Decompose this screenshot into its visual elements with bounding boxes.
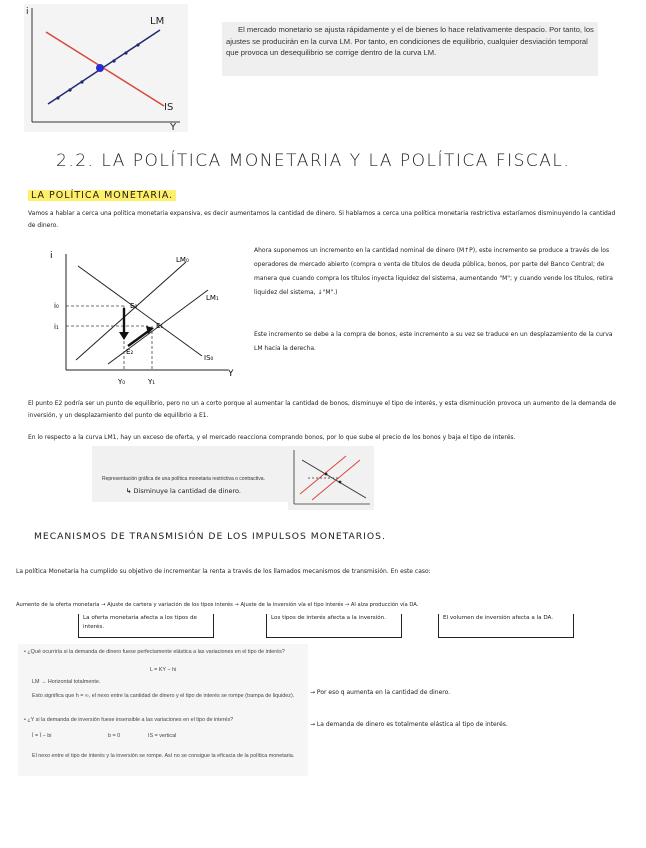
restrictive-arrow-note: ↳ Disminuye la cantidad de dinero. bbox=[126, 487, 241, 495]
answer-1b: Esto significa que h = ∞, el nexo entre la cantidad de dinero y el tipo de interés se rompe (trampa de liquidez). bbox=[32, 693, 295, 699]
chain-note-2-text: Los tipos de interés afecta a la inversión. bbox=[271, 615, 387, 621]
is0-curve bbox=[78, 266, 202, 356]
question-1-text: ¿Qué ocurriría si la demanda de dinero fuese perfectamente elástica a las variaciones en el tipo de interés? bbox=[27, 649, 285, 655]
top-graph-image bbox=[24, 4, 188, 132]
restrictive-caption: Representación gráfica de una política monetaria restrictiva o contractiva. bbox=[102, 476, 265, 482]
graph2-y-label: Y bbox=[228, 369, 234, 379]
chain-note-2 bbox=[266, 614, 402, 638]
e0-label: E₀ bbox=[130, 302, 138, 310]
graph2-i-label: i bbox=[50, 251, 53, 261]
intro-text: Vamos a hablar a cerca una política monetaria expansiva, es decir aumentamos la cantidad de dinero. Si hablamos a cerca una política monetaria restrictiva estaríamos disminuyendo la cantidad de dinero. bbox=[28, 210, 616, 229]
section-title: 2.2. LA POLÍTICA MONETARIA Y LA POLÍTICA FISCAL. bbox=[56, 151, 571, 171]
equation-2b: b = 0 bbox=[108, 733, 121, 739]
lm-label: LM bbox=[150, 16, 165, 27]
lm0-label: LM₀ bbox=[176, 256, 189, 264]
lm1-label: LM₁ bbox=[206, 294, 219, 302]
arrow-e0-e2-head bbox=[119, 332, 129, 340]
i-axis-label: i bbox=[26, 7, 29, 17]
lm-shift-svg bbox=[28, 248, 238, 388]
y-axis-label: Y bbox=[170, 122, 177, 132]
bullet-2: • bbox=[24, 717, 28, 723]
chain-note-3 bbox=[438, 614, 574, 638]
i1-label: i₁ bbox=[54, 323, 59, 331]
is-curve bbox=[46, 32, 164, 106]
top-note-text: El mercado monetario se ajusta rápidamente y el de bienes lo hace relativamente despacio. Por tanto, los ajustes se producirán en la curva LM. Por tanto, en condiciones de equilibrio, cualquier desviación temporal que provoca un desequilibrio se corrige dentro de la curva LM. bbox=[226, 25, 594, 57]
y1-label: Y₁ bbox=[148, 378, 156, 386]
answer-2: El nexo entre el tipo de interés y la inversión se rompe. Así no se consigue la eficacia de la política monetaria. bbox=[32, 753, 295, 759]
chain-note-1 bbox=[78, 614, 214, 638]
top-note bbox=[222, 22, 598, 76]
para-lm1: En lo respecto a la curva LM1, hay un exceso de oferta, y el mercado reacciona comprando bonos, por lo que sube el precio de los bonos y baja el tipo de interés. bbox=[28, 434, 516, 441]
lm-shift-graph bbox=[28, 248, 238, 388]
e2-label: E₂ bbox=[126, 348, 134, 356]
i0-label: i₀ bbox=[54, 302, 59, 310]
equilibrium-point bbox=[96, 64, 104, 72]
equation-1: L = KY − hi bbox=[149, 667, 177, 673]
chain-main: Aumento de la oferta monetaria → Ajuste de cartera y variación de los tipos interés → Ajuste de la inversión vía el tipo interés → Al alza producción vía DA. bbox=[16, 602, 419, 608]
question-2 bbox=[24, 716, 302, 724]
restrictive-arrow-note-text: Disminuye la cantidad de dinero. bbox=[133, 487, 241, 495]
questions-panel bbox=[18, 644, 308, 776]
equation-2a: Ī = Ī − bi bbox=[32, 733, 52, 739]
answer-1: LM → Horizontal totalmente. bbox=[32, 679, 101, 685]
question-2-text: ¿Y si la demanda de inversión fuese insensible a las variaciones en el tipo de interés? bbox=[27, 717, 234, 723]
mech-title: MECANISMOS DE TRANSMISIÓN DE LOS IMPULSOS MONETARIOS. bbox=[34, 531, 386, 542]
subsection-title bbox=[28, 190, 176, 201]
mech-intro: La política Monetaria ha cumplido su objetivo de incrementar la renta a través de los llamados mecanismos de transmisión. En este caso: bbox=[16, 568, 431, 575]
y0-label: Y₀ bbox=[118, 378, 126, 386]
restrictive-graph-image bbox=[288, 446, 374, 510]
bullet-1: • bbox=[24, 649, 28, 655]
arrow-e2-e1 bbox=[128, 330, 150, 346]
e1-label: E₁ bbox=[156, 322, 164, 330]
restrictive-graph-svg bbox=[288, 446, 374, 510]
hand-note-1: → Por eso q aumenta en la cantidad de dinero. bbox=[310, 689, 451, 696]
chain-note-1-text: La oferta monetaria afecta a los tipos de interés. bbox=[83, 615, 197, 630]
chain-note-3-text: El volumen de inversión afecta a la DA. bbox=[443, 615, 554, 621]
side-text-2: Este incremento se debe a la compra de bonos, este incremento a su vez se traduce en un desplazamiento de la curva LM hacia la derecha. bbox=[254, 331, 613, 352]
subsection-title-text: LA POLÍTICA MONETARIA. bbox=[28, 190, 176, 201]
hand-note-2: → La demanda de dinero es totalmente elástica al tipo de interés. bbox=[310, 721, 508, 728]
is0-label: IS₀ bbox=[204, 354, 214, 362]
para-e2: El punto E2 podría ser un punto de equilibrio, pero no un a corto porque al aumentar la cantidad de bonos, disminuye el tipo de interés, y esta disminución provoca un aumento de la demanda de inversión, y un desplazamiento del punto de equilibrio a E1. bbox=[28, 400, 617, 419]
side-text-1: Ahora suponemos un incremento en la cantidad nominal de dinero (M↑P), este incremento se produce a través de los operadores de mercado abierto (compra o venta de títulos de deuda pública, bonos, por parte del Banco Central; de manera que cuando compra los títulos inyecta liquidez del sistema, aumentando "M"; y cuando vende los títulos, retira liquidez del sistema, ↓"M".) bbox=[254, 247, 613, 296]
is-label: IS bbox=[164, 102, 174, 113]
question-1 bbox=[24, 648, 302, 656]
equation-2c: IS = vertical bbox=[148, 733, 177, 739]
top-graph-svg bbox=[24, 4, 188, 132]
